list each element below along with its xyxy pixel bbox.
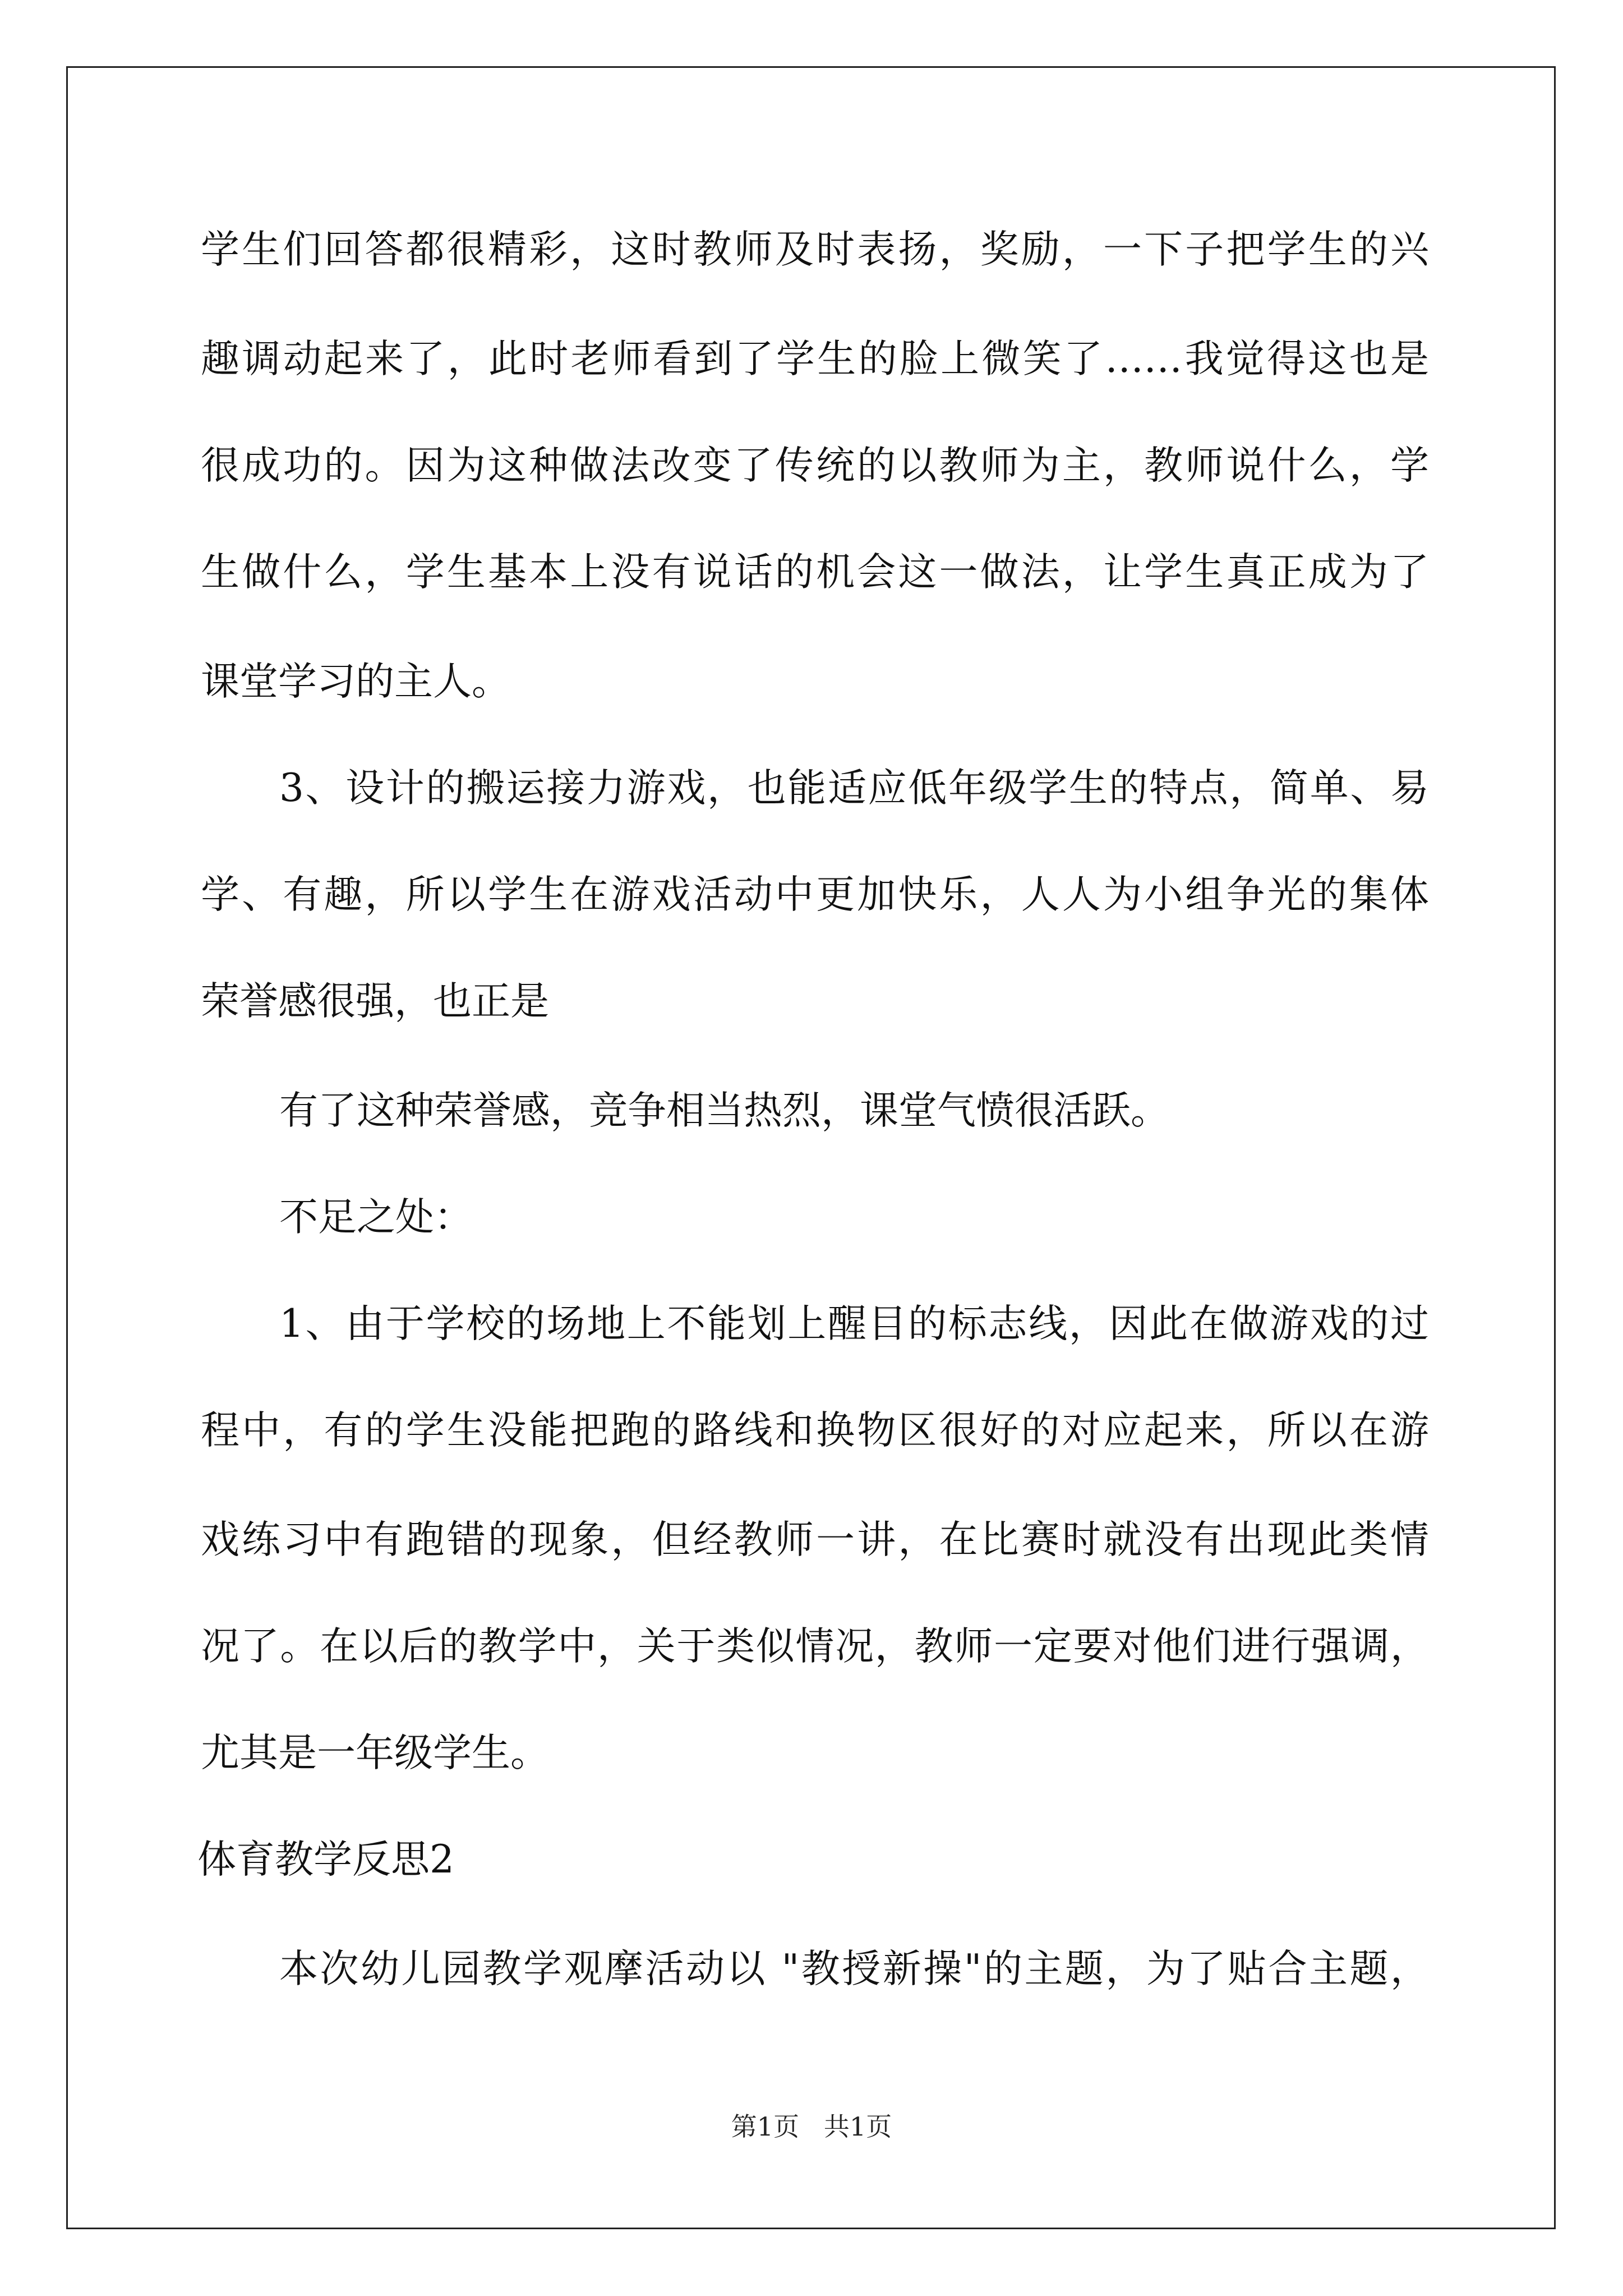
paragraph-line: 学生们回答都很精彩，这时教师及时表扬，奖励，一下子把学生的兴 [201, 227, 1429, 272]
paragraph-line: 不足之处： [279, 1195, 473, 1240]
paragraph-line: 学、有趣，所以学生在游戏活动中更加快乐，人人为小组争光的集体 [201, 872, 1429, 917]
paragraph-line: 趣调动起来了，此时老师看到了学生的脸上微笑了……我觉得这也是 [201, 337, 1429, 381]
paragraph-line: 本次幼儿园教学观摩活动以 "教授新操"的主题，为了贴合主题， [279, 1947, 1429, 1991]
paragraph-line: 课堂学习的主人。 [201, 659, 510, 704]
paragraph-line: 尤其是一年级学生。 [201, 1731, 549, 1775]
page-footer: 第1页 共1页 [731, 2111, 892, 2142]
paragraph-line: 况了。在以后的教学中，关于类似情况，教师一定要对他们进行强调， [201, 1624, 1429, 1669]
page-border [66, 66, 1556, 2229]
paragraph-line: 1、由于学校的场地上不能划上醒目的标志线，因此在做游戏的过 [279, 1301, 1429, 1346]
paragraph-line: 戏练习中有跑错的现象，但经教师一讲，在比赛时就没有出现此类情 [201, 1517, 1429, 1562]
paragraph-line: 生做什么，学生基本上没有说话的机会这一做法，让学生真正成为了 [201, 550, 1429, 595]
paragraph-line: 有了这种荣誉感，竞争相当热烈，课堂气愤很活跃。 [279, 1088, 1169, 1133]
paragraph-line: 很成功的。因为这种做法改变了传统的以教师为主，教师说什么，学 [201, 443, 1429, 488]
paragraph-line: 程中，有的学生没能把跑的路线和换物区很好的对应起来，所以在游 [201, 1408, 1429, 1453]
section-heading: 体育教学反思2 [197, 1837, 454, 1882]
paragraph-line: 荣誉感很强，也正是 [201, 979, 549, 1024]
paragraph-line: 3、设计的搬运接力游戏，也能适应低年级学生的特点，简单、易 [279, 766, 1429, 811]
